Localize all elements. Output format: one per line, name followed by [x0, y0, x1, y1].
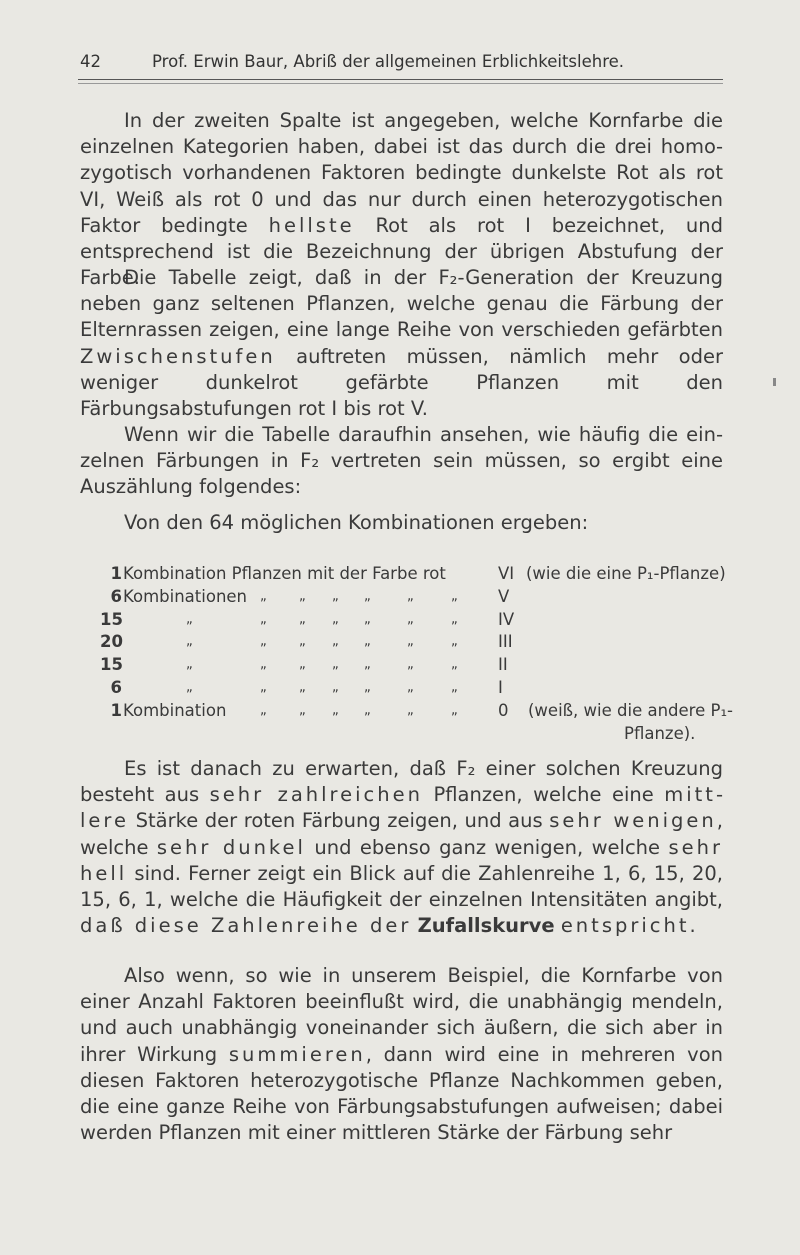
emphasis-bold: Zufallskurve: [417, 914, 555, 938]
table-row: 20 „ „ „ „ „ „ „ III: [100, 632, 513, 652]
page-number: 42: [80, 52, 101, 71]
paragraph-3: Wenn wir die Tabelle daraufhin ansehen, wie häufig die einzelnen Färbungen in F₂ vertreten sein müssen, so ergibt eine Auszählung folgendes:: [80, 423, 723, 499]
table-row: 1 Kombination „ „ „ „ „ „ 0 (weiß, wie die andere P₁-: [110, 700, 734, 720]
margin-mark: [773, 378, 776, 386]
emphasis-spaced: summieren: [228, 1042, 366, 1066]
combination-table: [100, 563, 750, 745]
table-row: 15 „ „ „ „ „ „ „ IV: [100, 609, 515, 629]
paragraph-2: Die Tabelle zeigt, daß in der F₂-Generation der Kreuzung neben ganz seltenen Pflanzen, welche genau die Färbung der Elternrassen zeigen, eine lange Reihe von verschieden gefärbten Zwischenstufen auftreten müssen, nämlich mehr oder weniger dunkelrot gefärbte Pflanzen mit den Färbungsabstufungen rot I bis rot V.: [80, 266, 723, 421]
paragraph-4: Von den 64 möglichen Kombinationen ergeben:: [124, 511, 589, 534]
table-row: 15 „ „ „ „ „ „ „ II: [100, 655, 508, 675]
table-row: 1 Kombination Pflanzen mit der Farbe rot VI (wie die eine P₁-Pflanze): [110, 564, 726, 583]
header-rule-thin: [78, 83, 723, 84]
running-title: Prof. Erwin Baur, Abriß der allgemeinen Erblichkeitslehre.: [152, 52, 625, 71]
paragraph-5: Es ist danach zu erwarten, daß F₂ einer solchen Kreuzung besteht aus sehr zahlreichen Pflanzen, welche eine mittlere Stärke der roten Färbung zeigen, und aus sehr wenigen, welche sehr dunkel und ebenso ganz wenigen, welche sehr hell sind. Ferner zeigt ein Blick auf die Zahlenreihe 1, 6, 15, 20, 15, 6, 1, welche die Häufigkeit der einzelnen Intensitäten angibt, daß diese Zahlenreihe der Zufallskurve entspricht.: [80, 757, 724, 938]
emphasis-spaced: hellste: [268, 213, 355, 237]
table-row: 6 Kombinationen „ „ „ „ „ „ V: [110, 586, 510, 606]
paragraph-1: In der zweiten Spalte ist angegeben, welche Kornfarbe die einzelnen Kategorien haben, dabei ist das durch die drei homozygotisch vorhandenen Faktoren bedingte dunkelste Rot als rot VI, Weiß als rot 0 und das nur durch einen heterozygotischen Faktor bedingte hellste Rot als rot I bezeichnet, und entsprechend ist die Bezeichnung der übrigen Abstufung der Farbe.: [80, 109, 723, 290]
table-row: 6 „ „ „ „ „ „ „ I: [110, 677, 503, 697]
paragraph-6: Also wenn, so wie in unserem Beispiel, die Kornfarbe von einer Anzahl Faktoren beeinflußt wird, die unabhängig mendeln, und auch unabhängig voneinander sich äußern, die sich aber in ihrer Wirkung summieren, dann wird eine in mehreren von diesen Faktoren heterozygotische Pflanze Nachkommen geben, die eine ganze Reihe von Färbungsabstufungen aufweisen; dabei werden Pflanzen mit einer mittleren Stärke der Färbung sehr: [80, 964, 723, 1145]
emphasis-spaced: Zwischenstufen: [80, 344, 276, 368]
header-rule: [78, 79, 723, 80]
table-row-continuation: Pflanze).: [624, 723, 696, 743]
